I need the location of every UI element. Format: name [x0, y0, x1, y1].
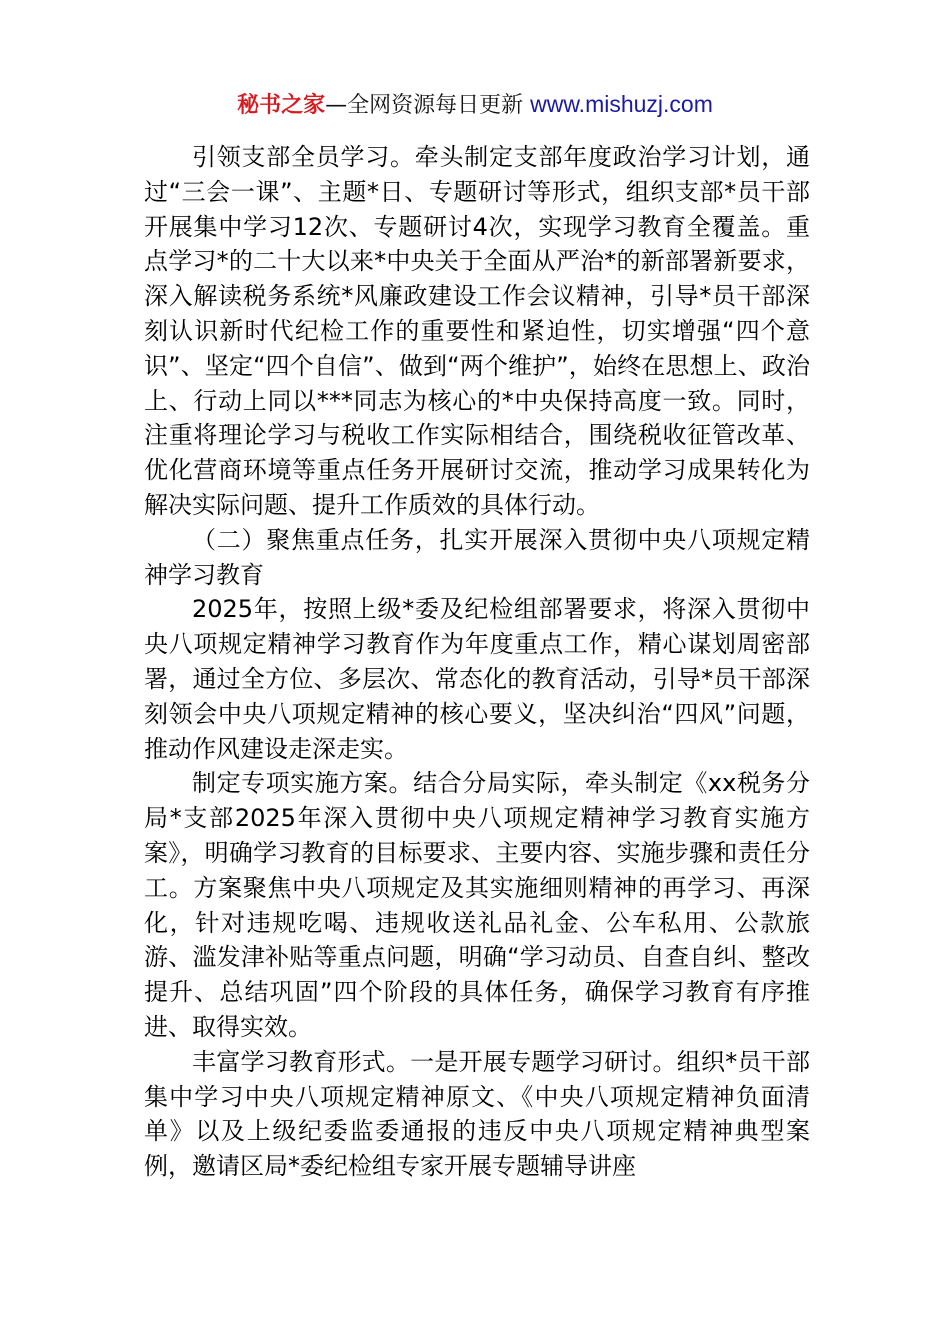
paragraph-implementation-plan: 制定专项实施方案。结合分局实际，牵头制定《xx税务分局*支部2025年深入贯彻中央八项规定精神学习教育实施方案》，明确学习教育的目标要求、主要内容、实施步骤和责任分工。方案聚焦中央八项规定及其实施细则精神的再学习、再深化，针对违规吃喝、违规收送礼品礼金、公车私用、公款旅游、滥发津补贴等重点问题，明确“学习动员、自查自纠、整改提升、总结巩固”四个阶段的具体任务，确保学习教育有序推进、取得实效。 — [144, 769, 810, 1041]
paragraph-study-leadership: 引领支部全员学习。牵头制定支部年度政治学习计划，通过“三会一课”、主题*日、专题研讨等形式，组织支部*员干部开展集中学习12次、专题研讨4次，实现学习教育全覆盖。重点学习*的二十大以来*中央关于全面从严治*的新部署新要求，深入解读税务系统*风廉政建设工作会议精神，引导*员干部深刻认识新时代纪检工作的重要性和紧迫性，切实增强“四个意识”、坚定“四个自信”、做到“两个维护”，始终在思想上、政治上、行动上同以***同志为核心的*中央保持高度一致。同时，注重将理论学习与税收工作实际相结合，围绕税收征管改革、优化营商环境等重点任务开展研讨交流，推动学习成果转化为解决实际问题、提升工作质效的具体行动。 — [144, 143, 810, 519]
page-header — [0, 88, 950, 122]
section-heading-2: （二）聚焦重点任务，扎实开展深入贯彻中央八项规定精神学习教育 — [144, 525, 810, 589]
brand-name: 秘书之家 — [237, 93, 326, 118]
paragraph-education-forms: 丰富学习教育形式。一是开展专题学习研讨。组织*员干部集中学习中央八项规定精神原文、《中央八项规定精神负面清单》以及上级纪委监委通报的违反中央八项规定精神典型案例，邀请区局*委纪检组专家开展专题辅导讲座 — [144, 1047, 810, 1181]
header-tagline: —全网资源每日更新 — [325, 93, 531, 118]
document-body — [144, 140, 810, 1184]
paragraph-2025-overview: 2025年，按照上级*委及纪检组部署要求，将深入贯彻中央八项规定精神学习教育作为年度重点工作，精心谋划周密部署，通过全方位、多层次、常态化的教育活动，引导*员干部深刻领会中央八项规定精神的核心要义，坚决纠治“四风”问题，推动作风建设走深走实。 — [144, 595, 810, 763]
site-url-link[interactable]: www.mishuzj.com — [530, 91, 713, 117]
